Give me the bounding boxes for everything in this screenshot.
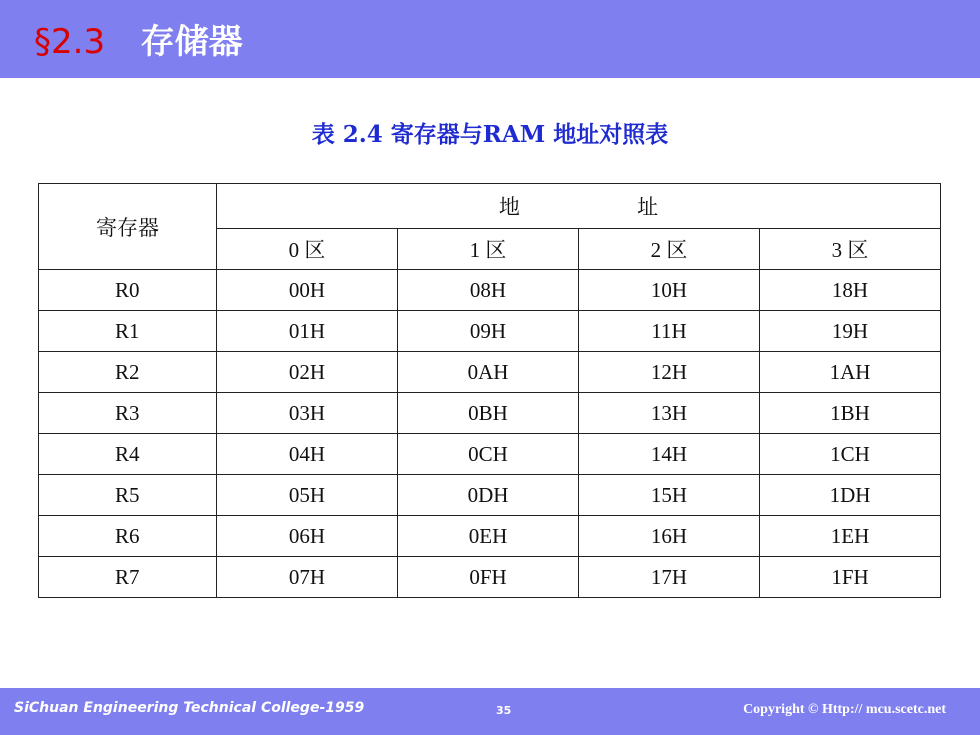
address-cell: 01H [217, 311, 398, 352]
register-name-cell: R3 [39, 393, 217, 434]
address-cell: 17H [579, 557, 760, 598]
address-cell: 1BH [760, 393, 941, 434]
address-cell: 0DH [398, 475, 579, 516]
table-row [39, 270, 941, 311]
address-cell: 11H [579, 311, 760, 352]
register-name-cell: R1 [39, 311, 217, 352]
register-address-table [38, 183, 941, 598]
table-row [39, 434, 941, 475]
footer-bar [0, 688, 980, 735]
address-cell: 06H [217, 516, 398, 557]
zone-header: 3 区 [760, 229, 941, 270]
page-number: 35 [496, 704, 512, 717]
footer-copyright: Copyright © Http:// mcu.scetc.net [743, 702, 946, 717]
table-caption: 表 2.4 寄存器与RAM 地址对照表 [311, 121, 669, 148]
address-cell: 1AH [760, 352, 941, 393]
section-title: 存储器 [140, 22, 243, 62]
address-cell: 19H [760, 311, 941, 352]
address-cell: 0AH [398, 352, 579, 393]
address-cell: 04H [217, 434, 398, 475]
zone-header: 1 区 [398, 229, 579, 270]
table-header-row [39, 184, 941, 229]
address-cell: 09H [398, 311, 579, 352]
address-cell: 0EH [398, 516, 579, 557]
table-row [39, 311, 941, 352]
address-cell: 13H [579, 393, 760, 434]
zone-header: 2 区 [579, 229, 760, 270]
address-cell: 1DH [760, 475, 941, 516]
address-cell: 10H [579, 270, 760, 311]
table-row [39, 393, 941, 434]
header-bar [0, 0, 980, 78]
register-name-cell: R7 [39, 557, 217, 598]
address-cell: 1CH [760, 434, 941, 475]
address-cell: 0FH [398, 557, 579, 598]
register-column-header: 寄存器 [39, 184, 217, 270]
address-cell: 00H [217, 270, 398, 311]
address-cell: 15H [579, 475, 760, 516]
address-cell: 1EH [760, 516, 941, 557]
register-name-cell: R6 [39, 516, 217, 557]
address-cell: 02H [217, 352, 398, 393]
address-cell: 14H [579, 434, 760, 475]
address-cell: 18H [760, 270, 941, 311]
table-row [39, 516, 941, 557]
address-cell: 07H [217, 557, 398, 598]
register-name-cell: R0 [39, 270, 217, 311]
register-name-cell: R4 [39, 434, 217, 475]
table-row [39, 475, 941, 516]
section-number: §2.3 [34, 22, 106, 62]
address-cell: 0BH [398, 393, 579, 434]
address-column-header: 地 址 [217, 184, 941, 229]
address-cell: 03H [217, 393, 398, 434]
address-cell: 0CH [398, 434, 579, 475]
register-name-cell: R5 [39, 475, 217, 516]
address-cell: 12H [579, 352, 760, 393]
address-cell: 1FH [760, 557, 941, 598]
zone-header: 0 区 [217, 229, 398, 270]
table-row [39, 557, 941, 598]
register-name-cell: R2 [39, 352, 217, 393]
table-row [39, 352, 941, 393]
slide-title [34, 14, 243, 63]
register-address-table-wrapper [38, 183, 941, 598]
address-cell: 16H [579, 516, 760, 557]
address-cell: 05H [217, 475, 398, 516]
footer-school-name: SiChuan Engineering Technical College-1959 [14, 700, 365, 716]
address-cell: 08H [398, 270, 579, 311]
